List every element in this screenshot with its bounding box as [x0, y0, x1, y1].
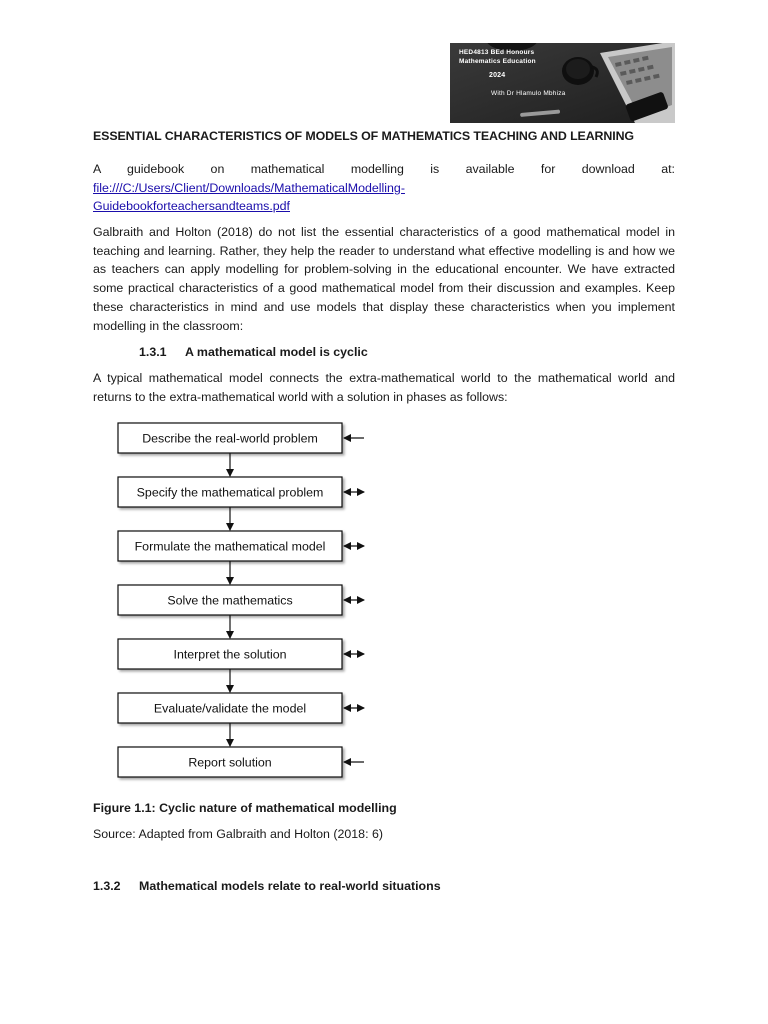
flowchart-step-label: Specify the mathematical problem: [136, 485, 324, 500]
banner-lecturer: With Dr Hlamulo Mbhiza: [491, 90, 566, 97]
flowchart-step: [118, 531, 342, 561]
flowchart-step-label: Interpret the solution: [173, 647, 287, 662]
guidebook-link-line1[interactable]: file:///C:/Users/Client/Downloads/MathematicalModelling-: [93, 180, 405, 195]
banner-text: [459, 48, 565, 98]
flowchart-step-label: Solve the mathematics: [167, 593, 293, 608]
section-heading-1-3-1: [139, 345, 368, 359]
flowchart-step: [118, 477, 342, 507]
flowchart-step-label: Formulate the mathematical model: [134, 539, 326, 554]
body-paragraph-2: A typical mathematical model connects the extra-mathematical world to the mathematical world and returns to the extra-mathematical world with a solution in phases as follows:: [93, 371, 675, 404]
banner-subject: Mathematics Education: [459, 58, 536, 65]
section-title: Mathematical models relate to real-world situations: [139, 879, 441, 893]
flowchart-step-label: Describe the real-world problem: [142, 431, 318, 446]
figure-caption: Figure 1.1: Cyclic nature of mathematical modelling: [93, 801, 397, 815]
section-number: 1.3.2: [93, 879, 121, 893]
flowchart-step: [118, 693, 342, 723]
cyclic-modelling-flowchart: [112, 418, 382, 788]
flowchart-step-label: Report solution: [188, 755, 272, 770]
figure-source: Source: Adapted from Galbraith and Holton (2018: 6): [93, 827, 383, 841]
intro-paragraph: [93, 160, 675, 216]
section-heading-1-3-2: [93, 879, 441, 893]
flowchart-step: [118, 585, 342, 615]
page-title: ESSENTIAL CHARACTERISTICS OF MODELS OF MATHEMATICS TEACHING AND LEARNING: [93, 129, 634, 143]
flowchart-step-label: Evaluate/validate the model: [153, 701, 307, 716]
banner-course-code: HED4813 BEd Honours: [459, 49, 535, 56]
course-banner-image: [450, 43, 675, 123]
guidebook-link-line2[interactable]: Guidebookforteachersandteams.pdf: [93, 199, 290, 214]
section-number: 1.3.1: [139, 345, 167, 359]
section-title: A mathematical model is cyclic: [185, 345, 368, 359]
flowchart-step: [118, 639, 342, 669]
intro-text: A guidebook on mathematical modelling is available for download at:: [93, 162, 675, 176]
body-paragraph-1: Galbraith and Holton (2018) do not list the essential characteristics of a good mathematical model in teaching and learning. Rather, they help the reader to understand what effective modelling is and how we as teachers can apply modelling for problem-solving in the educational encounter. We have extracted some practical characteristics of a good mathematical model from their discussion and examples. Keep these characteristics in mind and use models that display these characteristics when you implement modelling in the classroom:: [93, 225, 675, 333]
flowchart-step: [118, 747, 342, 777]
banner-year: 2024: [489, 72, 506, 79]
flowchart-step: [118, 423, 342, 453]
